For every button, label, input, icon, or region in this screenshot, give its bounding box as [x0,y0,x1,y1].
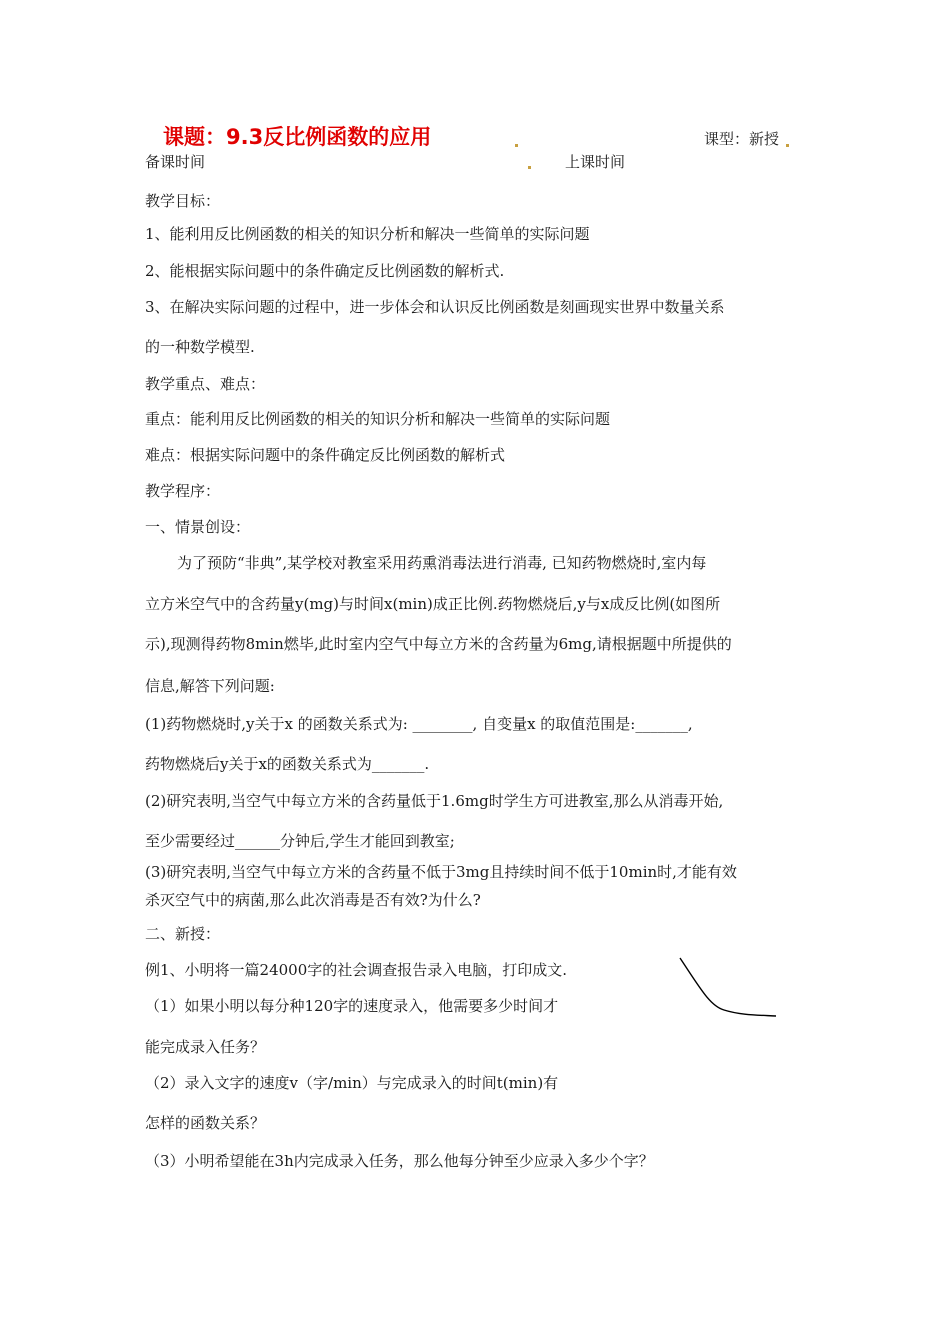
question-2-line-2: 至少需要经过______分钟后,学生才能回到教室; [145,832,455,850]
lesson-type: 课型：新授 [704,130,780,148]
section-1-heading: 一、情景创设： [145,518,251,536]
problem-line-4: 信息,解答下列问题: [145,677,275,695]
example-1-q1-line-2: 能完成录入任务？ [145,1038,266,1056]
goal-3-line-1: 3、在解决实际问题的过程中，进一步体会和认识反比例函数是刻画现实世界中数量关系 [145,298,725,316]
key-point: 重点：能利用反比例函数的相关的知识分析和解决一些简单的实际问题 [145,410,611,428]
difficulty-point: 难点：根据实际问题中的条件确定反比例函数的解析式 [145,446,506,464]
class-time-label: 上课时间 [565,153,626,171]
example-1-q2-line-1: （2）录入文字的速度v（字/min）与完成录入的时间t(min)有 [145,1074,559,1092]
problem-line-2: 立方米空气中的含药量y(mg)与时间x(min)成正比例.药物燃烧后,y与x成反比例(如图所 [145,595,721,613]
question-1-line-2: 药物燃烧后y关于x的函数关系式为_______. [145,755,430,773]
hyperbola-curve-sketch [672,948,782,1023]
example-1-q2-line-2: 怎样的函数关系？ [145,1114,266,1132]
question-2-line-1: (2)研究表明,当空气中每立方米的含药量低于1.6mg时学生方可进教室,那么从消毒开始, [145,792,724,810]
stray-mark [528,166,531,169]
example-1-q3: （3）小明希望能在3h内完成录入任务，那么他每分钟至少应录入多少个字？ [145,1152,654,1170]
stray-mark [786,144,789,147]
example-1-q1-line-1: （1）如果小明以每分种120字的速度录入，他需要多少时间才 [145,997,559,1015]
question-1-line-1: (1)药物燃烧时,y关于x 的函数关系式为: ________, 自变量x 的取值范围是:_______, [145,715,693,733]
goal-1: 1、能利用反比例函数的相关的知识分析和解决一些简单的实际问题 [145,225,590,243]
lesson-title: 课题：9.3反比例函数的应用 [163,125,432,149]
section-2-heading: 二、新授： [145,925,221,943]
problem-line-3: 示),现测得药物8min燃毕,此时室内空气中每立方米的含药量为6mg,请根据题中所提供的 [145,635,732,653]
question-3-line-1: (3)研究表明,当空气中每立方米的含药量不低于3mg且持续时间不低于10min时,才能有效 [145,863,737,881]
key-heading: 教学重点、难点： [145,375,266,393]
question-3-line-2: 杀灭空气中的病菌,那么此次消毒是否有效?为什么? [145,891,481,909]
goal-2: 2、能根据实际问题中的条件确定反比例函数的解析式. [145,262,505,280]
goal-3-line-2: 的一种数学模型. [145,338,255,356]
problem-line-1: 为了预防“非典”,某学校对教室采用药熏消毒法进行消毒, 已知药物燃烧时,室内每 [177,554,707,572]
example-1: 例1、小明将一篇24000字的社会调查报告录入电脑，打印成文. [145,961,568,979]
prep-time-label: 备课时间 [145,153,206,171]
procedure-heading: 教学程序： [145,482,221,500]
stray-mark [515,144,518,147]
goals-heading: 教学目标： [145,192,221,210]
